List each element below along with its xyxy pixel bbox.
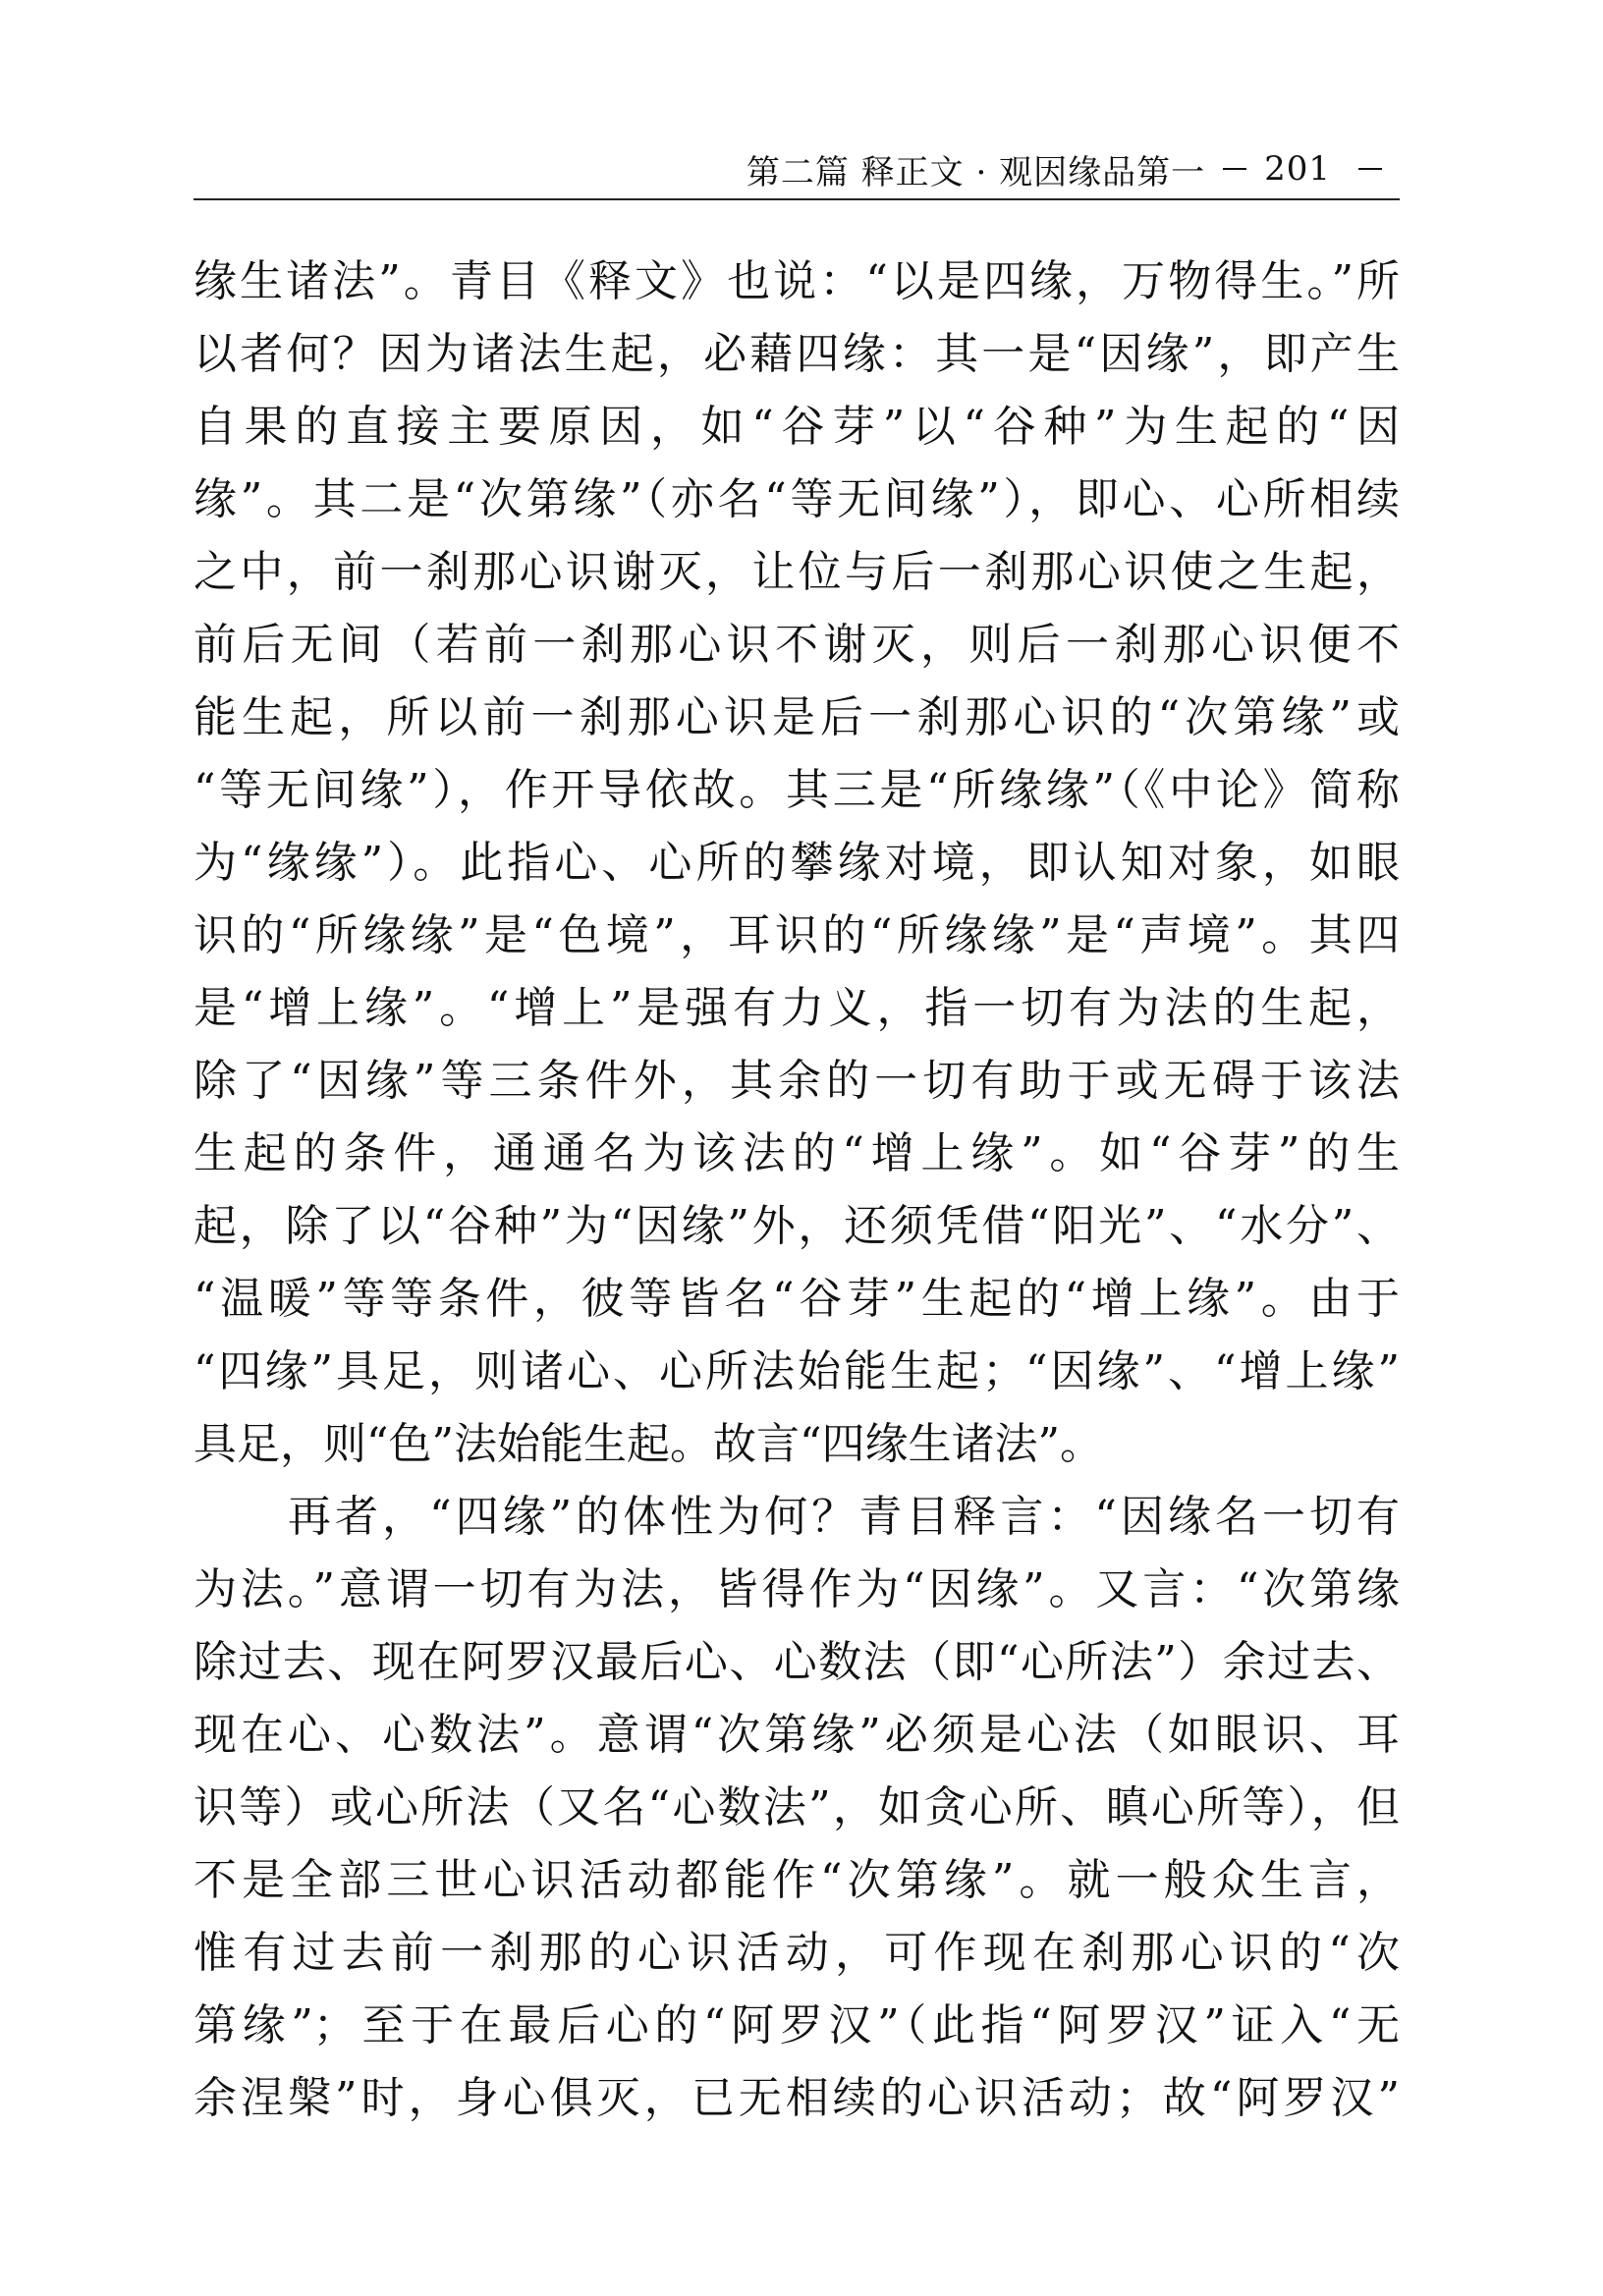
text-line: 缘生诸法”。青目《释文》也说：“以是四缘，万物得生。”所 <box>193 256 1400 306</box>
running-header <box>193 143 1400 194</box>
text-line: 现在心、心数法”。意谓“次第缘”必须是心法（如眼识、耳 <box>193 1710 1400 1760</box>
text-line: 为“缘缘”）。此指心、心所的攀缘对境，即认知对象，如眼 <box>193 838 1400 888</box>
text-line: 识的“所缘缘”是“色境”，耳识的“所缘缘”是“声境”。其四 <box>193 910 1400 960</box>
text-line: 以者何？因为诸法生起，必藉四缘：其一是“因缘”，即产生 <box>193 329 1400 379</box>
text-line: 除过去、现在阿罗汉最后心、心数法（即“心所法”）余过去、 <box>193 1637 1400 1687</box>
text-line: 为法。”意谓一切有为法，皆得作为“因缘”。又言：“次第缘 <box>193 1564 1400 1614</box>
text-line: 识等）或心所法（又名“心数法”，如贪心所、瞋心所等），但 <box>193 1782 1400 1832</box>
text-line: “四缘”具足，则诸心、心所法始能生起；“因缘”、“增上缘” <box>193 1346 1400 1396</box>
text-line: 缘”。其二是“次第缘”（亦名“等无间缘”），即心、心所相续 <box>193 474 1400 524</box>
text-line: 余涅槃”时，身心俱灭，已无相续的心识活动；故“阿罗汉” <box>193 2073 1400 2123</box>
text-line: “温暖”等等条件，彼等皆名“谷芽”生起的“增上缘”。由于 <box>193 1274 1400 1324</box>
text-line: 能生起，所以前一刹那心识是后一刹那心识的“次第缘”或 <box>193 692 1400 742</box>
text-line: 不是全部三世心识活动都能作“次第缘”。就一般众生言， <box>193 1855 1400 1905</box>
header-dash-right <box>1358 168 1382 170</box>
text-line: “等无间缘”），作开导依故。其三是“所缘缘”（《中论》简称 <box>193 765 1400 815</box>
text-line: 具足，则“色”法始能生起。故言“四缘生诸法”。 <box>193 1419 1103 1469</box>
text-line: 前后无间（若前一刹那心识不谢灭，则后一刹那心识便不 <box>193 620 1400 670</box>
text-line: 第缘”；至于在最后心的“阿罗汉”（此指“阿罗汉”证入“无 <box>193 2000 1400 2050</box>
header-dash-left <box>1223 168 1246 170</box>
text-line: 除了“因缘”等三条件外，其余的一切有助于或无碍于该法 <box>193 1056 1400 1106</box>
text-line: 之中，前一刹那心识谢灭，让位与后一刹那心识使之生起， <box>193 547 1400 597</box>
text-line: 是“增上缘”。“增上”是强有力义，指一切有为法的生起， <box>193 983 1400 1033</box>
header-rule <box>193 198 1400 200</box>
body-text <box>193 246 1400 2135</box>
text-line: 生起的条件，通通名为该法的“增上缘”。如“谷芽”的生 <box>193 1128 1400 1178</box>
text-line: 惟有过去前一刹那的心识活动，可作现在刹那心识的“次 <box>193 1928 1400 1978</box>
text-line: 起，除了以“谷种”为“因缘”外，还须凭借“阳光”、“水分”、 <box>193 1201 1400 1251</box>
text-line: 自果的直接主要原因，如“谷芽”以“谷种”为生起的“因 <box>193 402 1400 452</box>
chapter-title: 第二篇 释正文 · 观因缘品第一 <box>746 152 1206 192</box>
paragraph-start-line: 再者，“四缘”的体性为何？青目释言：“因缘名一切有 <box>288 1492 1400 1542</box>
page-number: 201 <box>1264 149 1331 189</box>
